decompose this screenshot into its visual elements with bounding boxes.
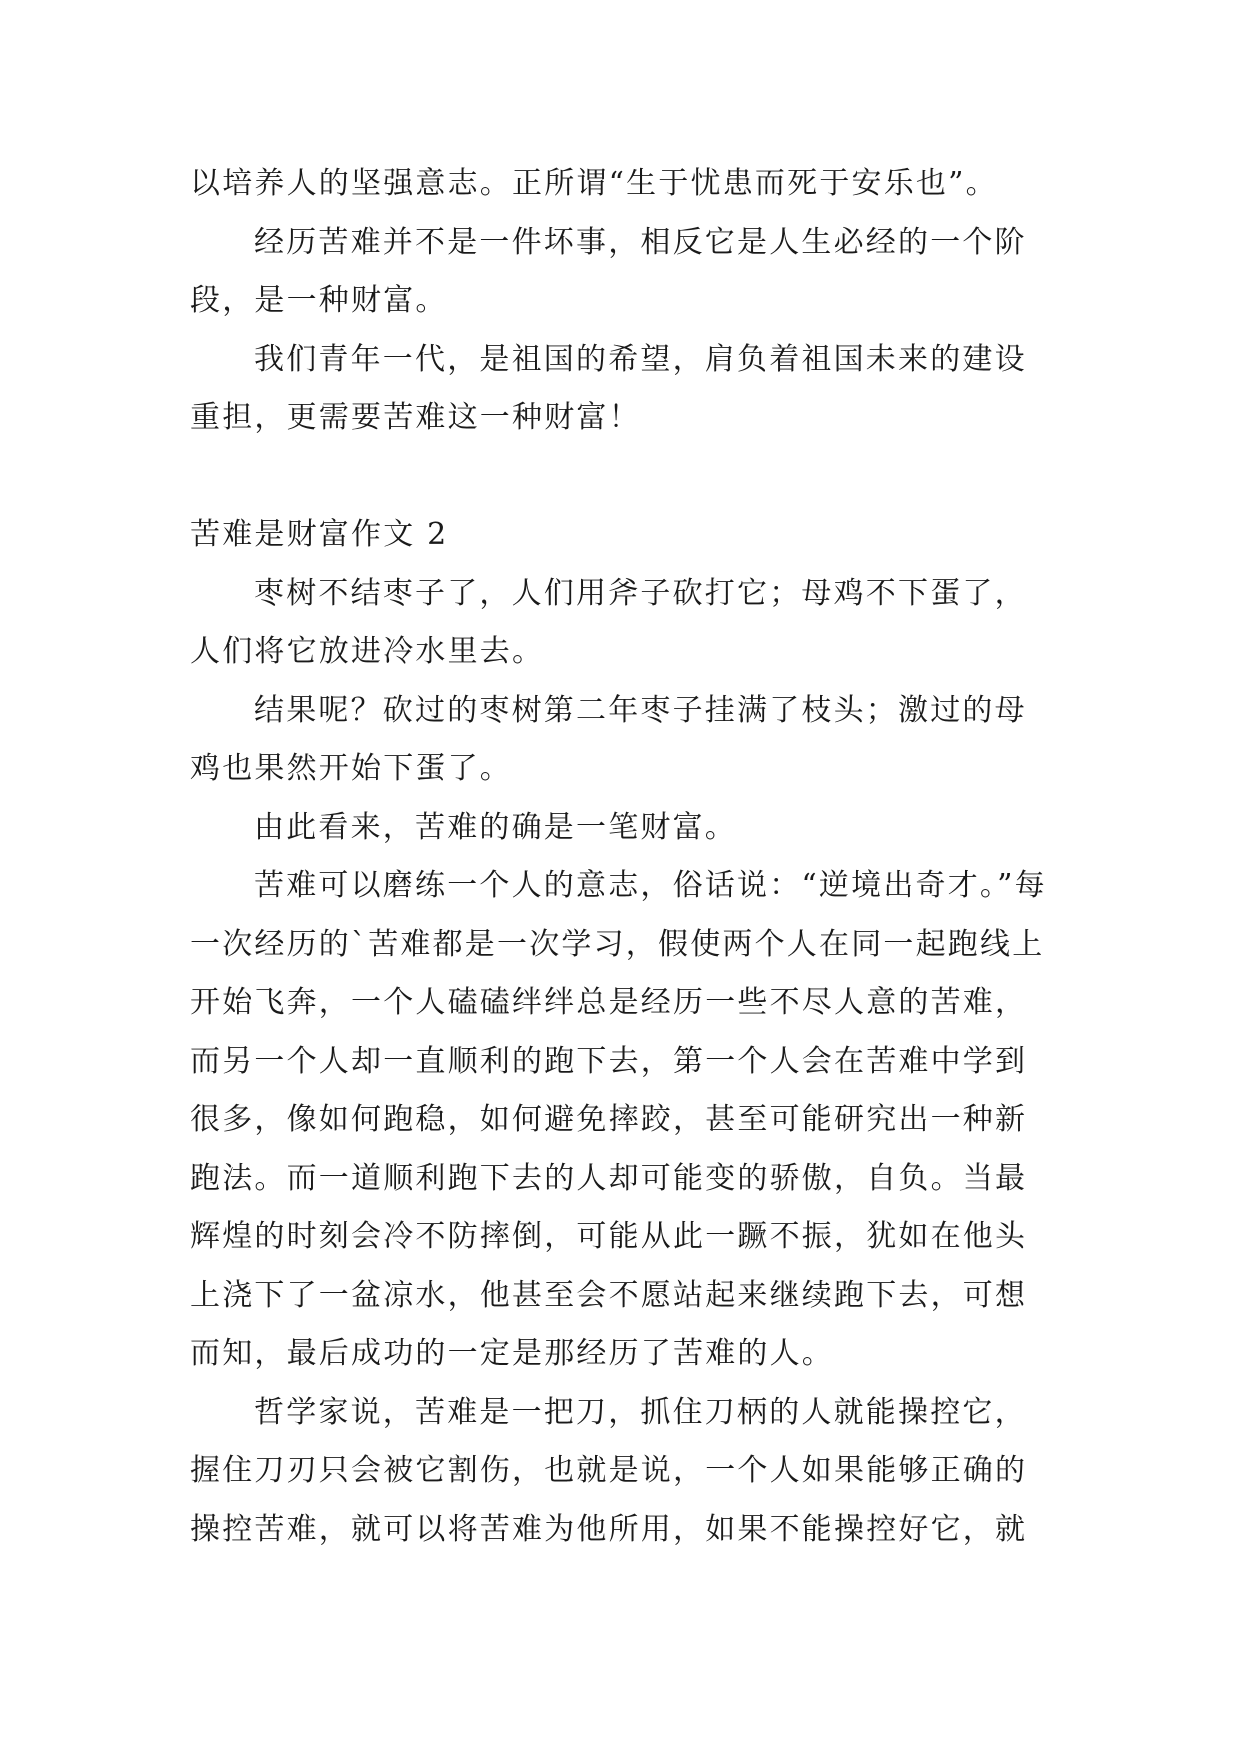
paragraph: 经历苦难并不是一件坏事，相反它是人生必经的一个阶段，是一种财富。 [190,224,1027,318]
essay-2 [190,506,1052,1559]
paragraph-continued: 以培养人的坚强意志。正所谓“生于忧患而死于安乐也”。 [190,166,998,201]
paragraph: 哲学家说，苦难是一把刀，抓住刀柄的人就能操控它，握住刀刃只会被它割伤，也就是说，一个人如果能够正确的操控苦难，就可以将苦难为他所用，如果不能操控好它，就 [190,1394,1028,1547]
essay-continuation [190,155,1052,448]
paragraph: 我们青年一代，是祖国的希望，肩负着祖国未来的建设重担，更需要苦难这一种财富！ [190,341,1027,435]
paragraph: 枣树不结枣子了，人们用斧子砍打它；母鸡不下蛋了，人们将它放进冷水里去。 [190,575,1027,669]
paragraph: 苦难可以磨练一个人的意志，俗话说：“逆境出奇才。”每一次经历的`苦难都是一次学习，假使两个人在同一起跑线上开始飞奔，一个人磕磕绊绊总是经历一些不尽人意的苦难，而另一个人却一直顺利的跑下去，第一个人会在苦难中学到很多，像如何跑稳，如何避免摔跤，甚至可能研究出一种新跑法。而一道顺利跑下去的人却可能变的骄傲，自负。当最辉煌的时刻会冷不防摔倒，可能从此一蹶不振，犹如在他头上浇下了一盆凉水，他甚至会不愿站起来继续跑下去，可想而知，最后成功的一定是那经历了苦难的人。 [190,868,1047,1371]
paragraph: 由此看来，苦难的确是一笔财富。 [254,809,737,845]
paragraph: 结果呢？砍过的枣树第二年枣子挂满了枝头；激过的母鸡也果然开始下蛋了。 [190,692,1027,786]
section-title: 苦难是财富作文 2 [190,517,449,552]
